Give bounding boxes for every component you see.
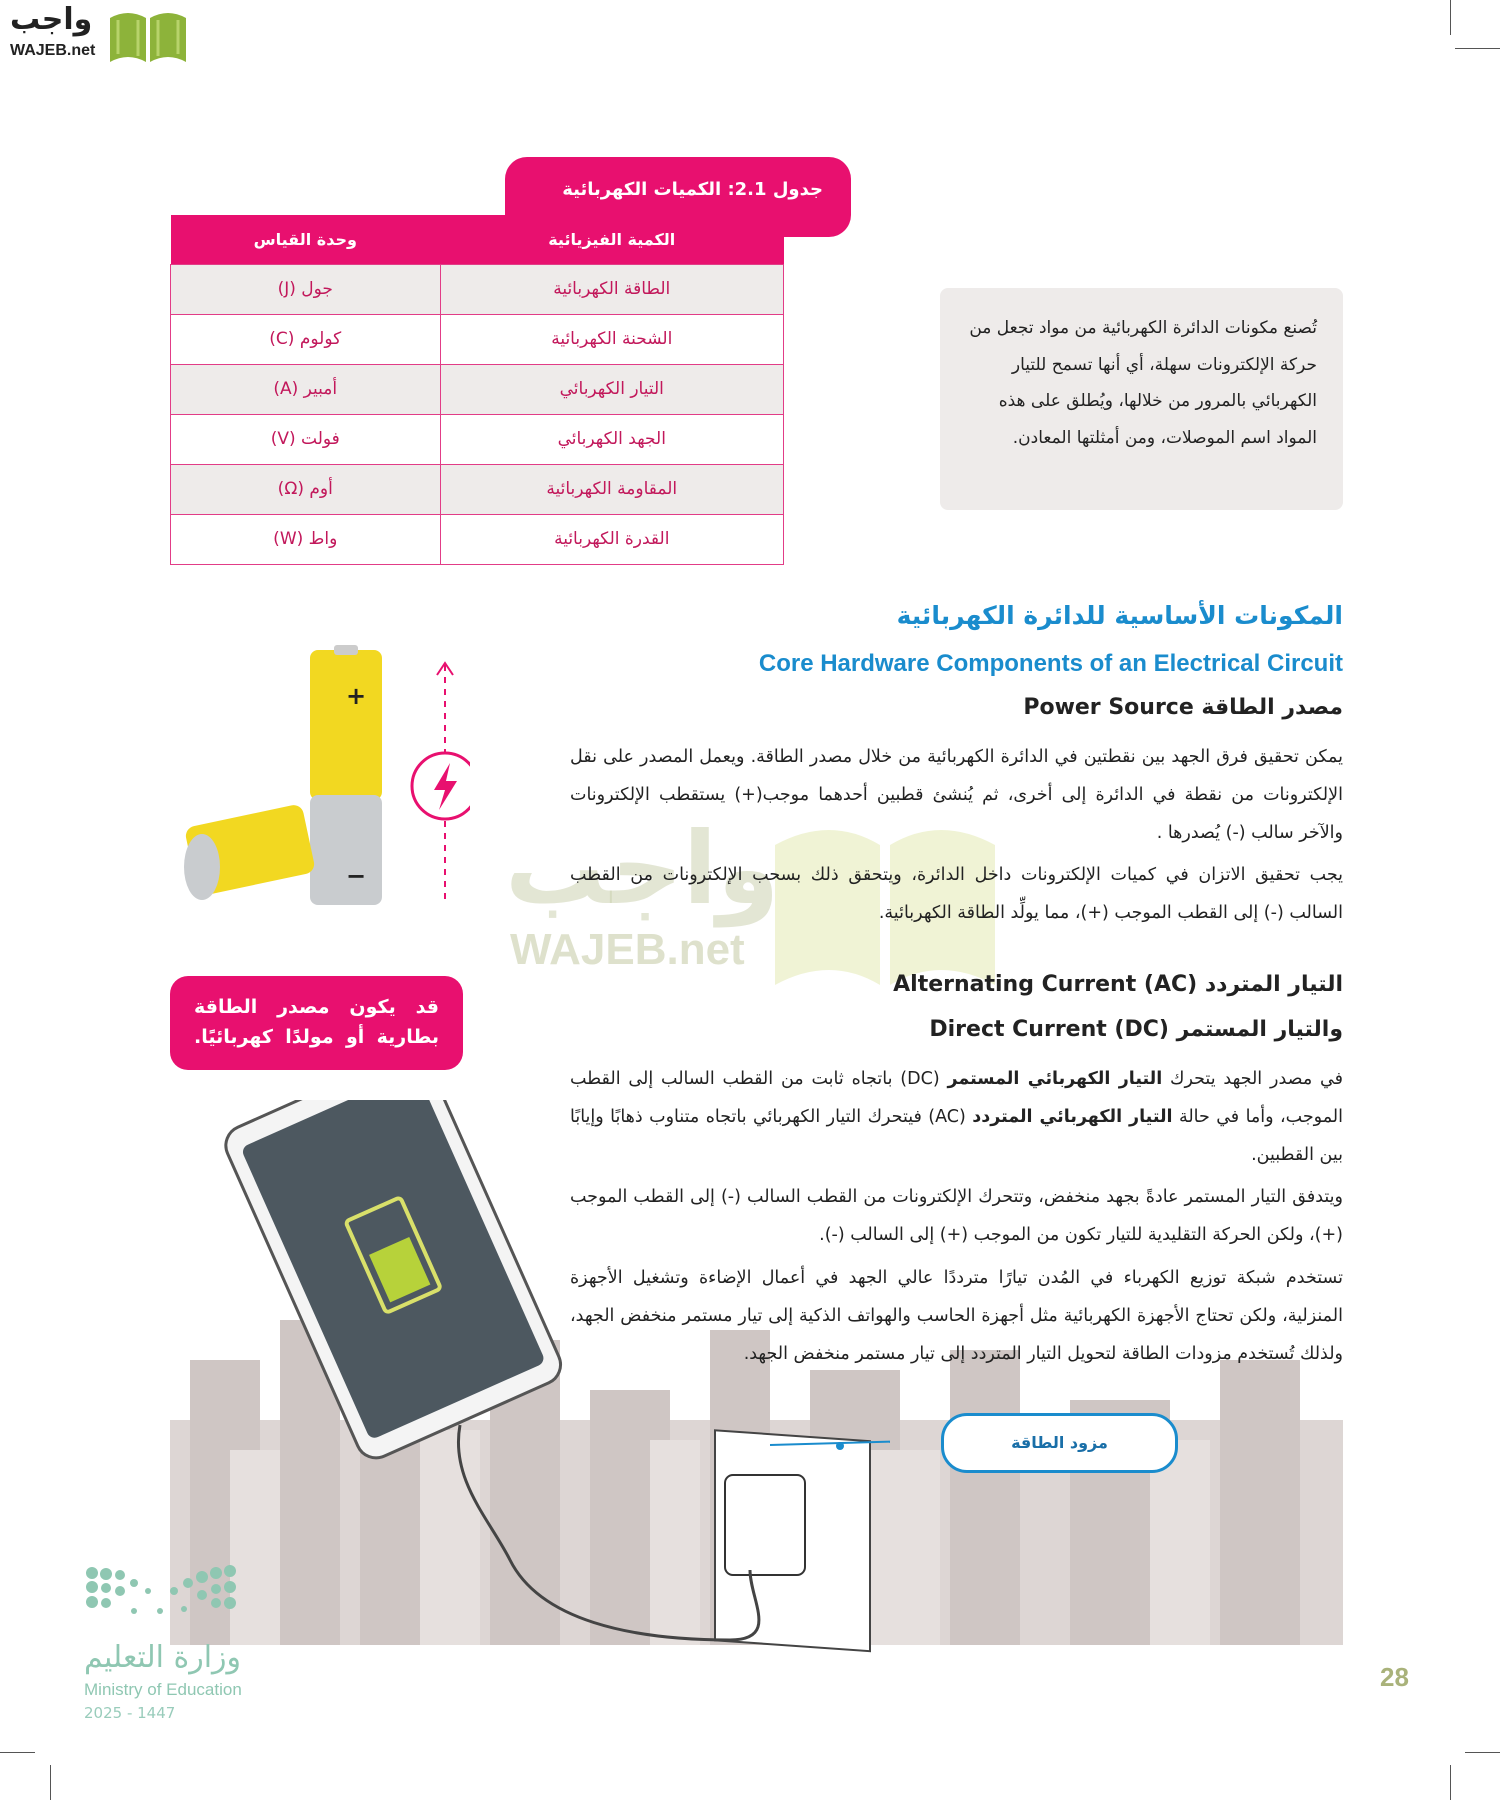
column-header-unit: وحدة القياس: [171, 215, 441, 264]
table-row: [171, 264, 784, 314]
unit-cell: فولت (V): [171, 414, 441, 464]
text: (DC) باتجاه ثابت من القطب السالب إلى القطب الموجب، وأما في حالة: [570, 1069, 1344, 1127]
term-ac: التيار الكهربائي المتردد: [972, 1107, 1173, 1127]
book-logo-icon: [108, 4, 188, 64]
section-title-ar: المكونات الأساسية للدائرة الكهربائية: [896, 601, 1343, 630]
table-row: [171, 464, 784, 514]
wajeb-logo-text: واجب: [10, 2, 93, 37]
crop-mark: [1450, 0, 1451, 35]
ac-heading: التيار المتردد Alternating Current (AC): [893, 972, 1343, 997]
battery-minus-label: −: [346, 862, 367, 890]
table-row: [171, 414, 784, 464]
battery-plus-label: +: [346, 682, 367, 710]
column-header-quantity: الكمية الفيزيائية: [440, 215, 784, 264]
table-row: [171, 314, 784, 364]
ministry-name-en: Ministry of Education: [84, 1680, 242, 1699]
unit-cell: أمبير (A): [171, 364, 441, 414]
edition-year: 2025 - 1447: [84, 1704, 176, 1722]
quantity-cell: المقاومة الكهربائية: [440, 464, 784, 514]
power-supply-label: مزود الطاقة: [941, 1413, 1178, 1473]
watermark-text: واجب: [505, 810, 780, 927]
page-number: 28: [1380, 1662, 1409, 1692]
section-title-en: Core Hardware Components of an Electrical Circuit: [758, 650, 1343, 677]
table-row: [171, 364, 784, 414]
quantity-cell: الشحنة الكهربائية: [440, 314, 784, 364]
quantity-cell: القدرة الكهربائية: [440, 514, 784, 564]
ac-dc-paragraph-3: تستخدم شبكة توزيع الكهرباء في المُدن تيارًا مترددًا عالي الجهد في أعمال الإضاءة وتشغيل الأجهزة المنزلية، ولكن تحتاج الأجهزة الكهربائية مثل أجهزة الحاسب والهواتف الذكية إلى تيار مستمر منخفض الجهد، ولذلك تُستخدم مزودات الطاقة لتحويل التيار المتردد إلى تيار مستمر منخفض الجهد.: [570, 1268, 1343, 1364]
crop-mark: [1450, 1765, 1451, 1800]
quantity-cell: الطاقة الكهربائية: [440, 264, 784, 314]
dc-heading: والتيار المستمر Direct Current (DC): [929, 1017, 1343, 1042]
crop-mark: [0, 1752, 35, 1753]
unit-cell: واط (W): [171, 514, 441, 564]
table-row: [171, 514, 784, 564]
text: (AC) فيتحرك التيار الكهربائي باتجاه متناوب ذهابًا وإيابًا بين القطبين.: [570, 1107, 1343, 1165]
unit-cell: جول (J): [171, 264, 441, 314]
power-source-paragraph-1: يمكن تحقيق فرق الجهد بين نقطتين في الدائرة الكهربائية من خلال مصدر الطاقة. ويعمل المصدر على نقل الإلكترونات من نقطة في الدائرة إلى أخرى، ثم يُنشئ قطبين أحدهما موجب(+) يستقطب الإلكترونات والآخر سالب (-) يُصدرها .: [570, 747, 1343, 843]
battery-illustration: [180, 645, 470, 915]
watermark-domain: WAJEB.net: [510, 925, 745, 974]
power-source-heading: مصدر الطاقة Power Source: [1023, 695, 1343, 720]
power-source-callout: قد يكون مصدر الطاقة بطارية أو مولدًا كهربائيًا.: [170, 976, 463, 1070]
crop-mark: [1465, 1752, 1500, 1753]
text: في مصدر الجهد يتحرك: [1162, 1069, 1343, 1089]
crop-mark: [1455, 48, 1500, 49]
power-source-paragraph-2: يجب تحقيق الاتزان في كميات الإلكترونات داخل الدائرة، ويتحقق ذلك بسحب الإلكترونات من القطب السالب (-) إلى القطب الموجب (+)، مما يولِّد الطاقة الكهربائية.: [570, 865, 1343, 923]
side-note: تُصنع مكونات الدائرة الكهربائية من مواد تجعل من حركة الإلكترونات سهلة، أي أنها تسمح للتيار الكهربائي بالمرور من خلالها، ويُطلق على هذه المواد اسم الموصلات، ومن أمثلتها المعادن.: [940, 288, 1343, 510]
crop-mark: [50, 1765, 51, 1800]
phone-charging-illustration: [210, 1100, 890, 1660]
wajeb-logo-domain: WAJEB.net: [10, 42, 96, 59]
electrical-quantities-table: [170, 215, 784, 565]
unit-cell: كولوم (C): [171, 314, 441, 364]
table-caption: جدول 2.1: الكميات الكهربائية: [505, 157, 851, 237]
quantity-cell: التيار الكهربائي: [440, 364, 784, 414]
quantity-cell: الجهد الكهربائي: [440, 414, 784, 464]
table-header-row: [171, 215, 784, 264]
unit-cell: أوم (Ω): [171, 464, 441, 514]
term-dc: التيار الكهربائي المستمر: [947, 1069, 1163, 1089]
ministry-logo-dots-icon: [84, 1565, 269, 1630]
ministry-name-ar: وزارة التعليم: [84, 1640, 242, 1675]
ac-dc-paragraph-2: ويتدفق التيار المستمر عادةً بجهد منخفض، وتتحرك الإلكترونات من القطب السالب (-) إلى القطب الموجب (+)، ولكن الحركة التقليدية للتيار تكون من الموجب (+) إلى السالب (-).: [570, 1187, 1343, 1245]
